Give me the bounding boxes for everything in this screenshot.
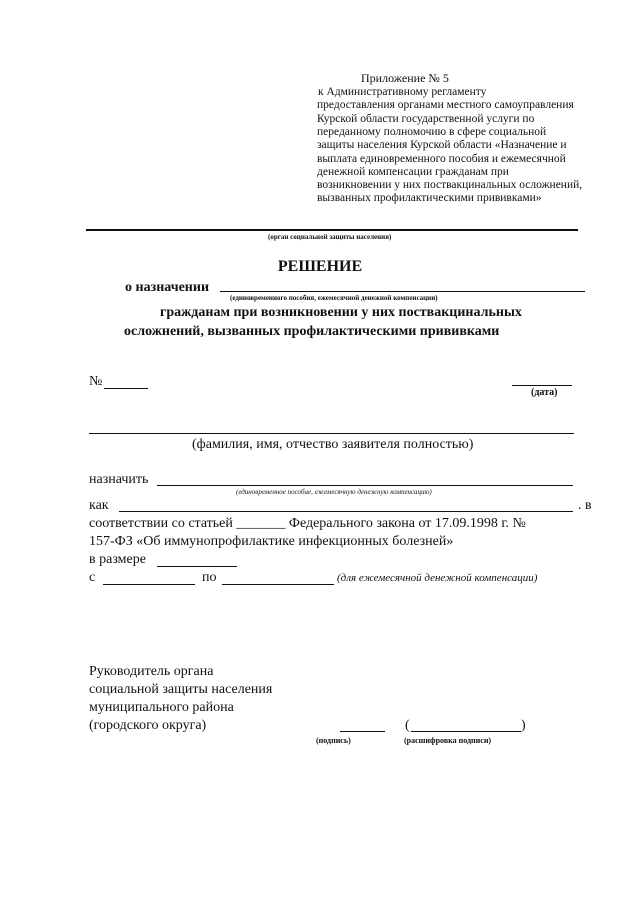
appendix-line: предоставления органами местного самоуправления (317, 99, 574, 112)
to-label: по (202, 570, 217, 585)
heading-line-1: гражданам при возникновении у них поствакцинальных (160, 305, 522, 320)
decode-close: ) (521, 718, 526, 733)
signatory-line: муниципального района (89, 700, 234, 715)
from-line (103, 584, 195, 585)
appendix-line: денежной компенсации гражданам при (317, 165, 509, 178)
applicant-caption: (фамилия, имя, отчество заявителя полностью) (192, 437, 474, 452)
document-title: РЕШЕНИЕ (277, 258, 363, 275)
signature-line (340, 731, 385, 732)
law-line: соответствии со статьей _______ Федерального закона от 17.09.1998 г. № (89, 516, 526, 531)
assignment-prefix: о назначении (125, 280, 210, 295)
to-line (222, 584, 334, 585)
appendix-line: возникновении у них поствакцинальных осложнений, (317, 179, 583, 192)
amount-label: в размере (89, 552, 146, 567)
signatory-line: (городского округа) (89, 718, 207, 733)
signatory-line: социальной защиты населения (89, 682, 273, 697)
as-label: как (89, 498, 109, 513)
number-field-line (104, 388, 148, 389)
appendix-line: защиты населения Курской области «Назначение и (317, 139, 567, 152)
applicant-name-line (89, 433, 574, 434)
law-line-2: 157-ФЗ «Об иммунопрофилактике инфекционных болезней» (89, 534, 454, 549)
signatory-line: Руководитель органа (89, 664, 214, 679)
organ-line (86, 229, 578, 231)
number-label: № (89, 374, 103, 389)
appendix-line: переданному полномочию в сфере социальной (317, 125, 547, 138)
assign-caption: (единовременное пособие, ежемесячную денежную компенсацию) (236, 488, 432, 496)
as-line (119, 511, 573, 512)
assignment-type-caption: (единовременного пособия, ежемесячной денежной компенсации) (230, 294, 438, 302)
appendix-line: к Административному регламенту (318, 86, 487, 98)
appendix-line: вызванных профилактическими прививками» (317, 192, 542, 205)
organ-caption: (орган социальной защиты населения) (268, 233, 392, 241)
assignment-type-line (220, 291, 585, 292)
decode-caption: (расшифровка подписи) (404, 736, 492, 745)
as-end: . в (578, 498, 592, 513)
period-note: (для ежемесячной денежной компенсации) (337, 572, 538, 584)
signature-caption: (подпись) (316, 736, 351, 745)
amount-line (157, 566, 237, 567)
date-field-line (512, 385, 572, 386)
decode-open: ( (405, 718, 410, 733)
assign-line (157, 485, 573, 486)
assign-label: назначить (89, 472, 149, 487)
date-caption: (дата) (531, 387, 558, 398)
from-label: с (89, 570, 96, 585)
decode-line (411, 731, 521, 732)
heading-line-2: осложнений, вызванных профилактическими прививками (124, 324, 500, 339)
appendix-line: Курской области государственной услуги по (317, 112, 535, 125)
appendix-title: Приложение № 5 (361, 71, 449, 85)
appendix-line: выплата единовременного пособия и ежемесячной (317, 152, 566, 165)
